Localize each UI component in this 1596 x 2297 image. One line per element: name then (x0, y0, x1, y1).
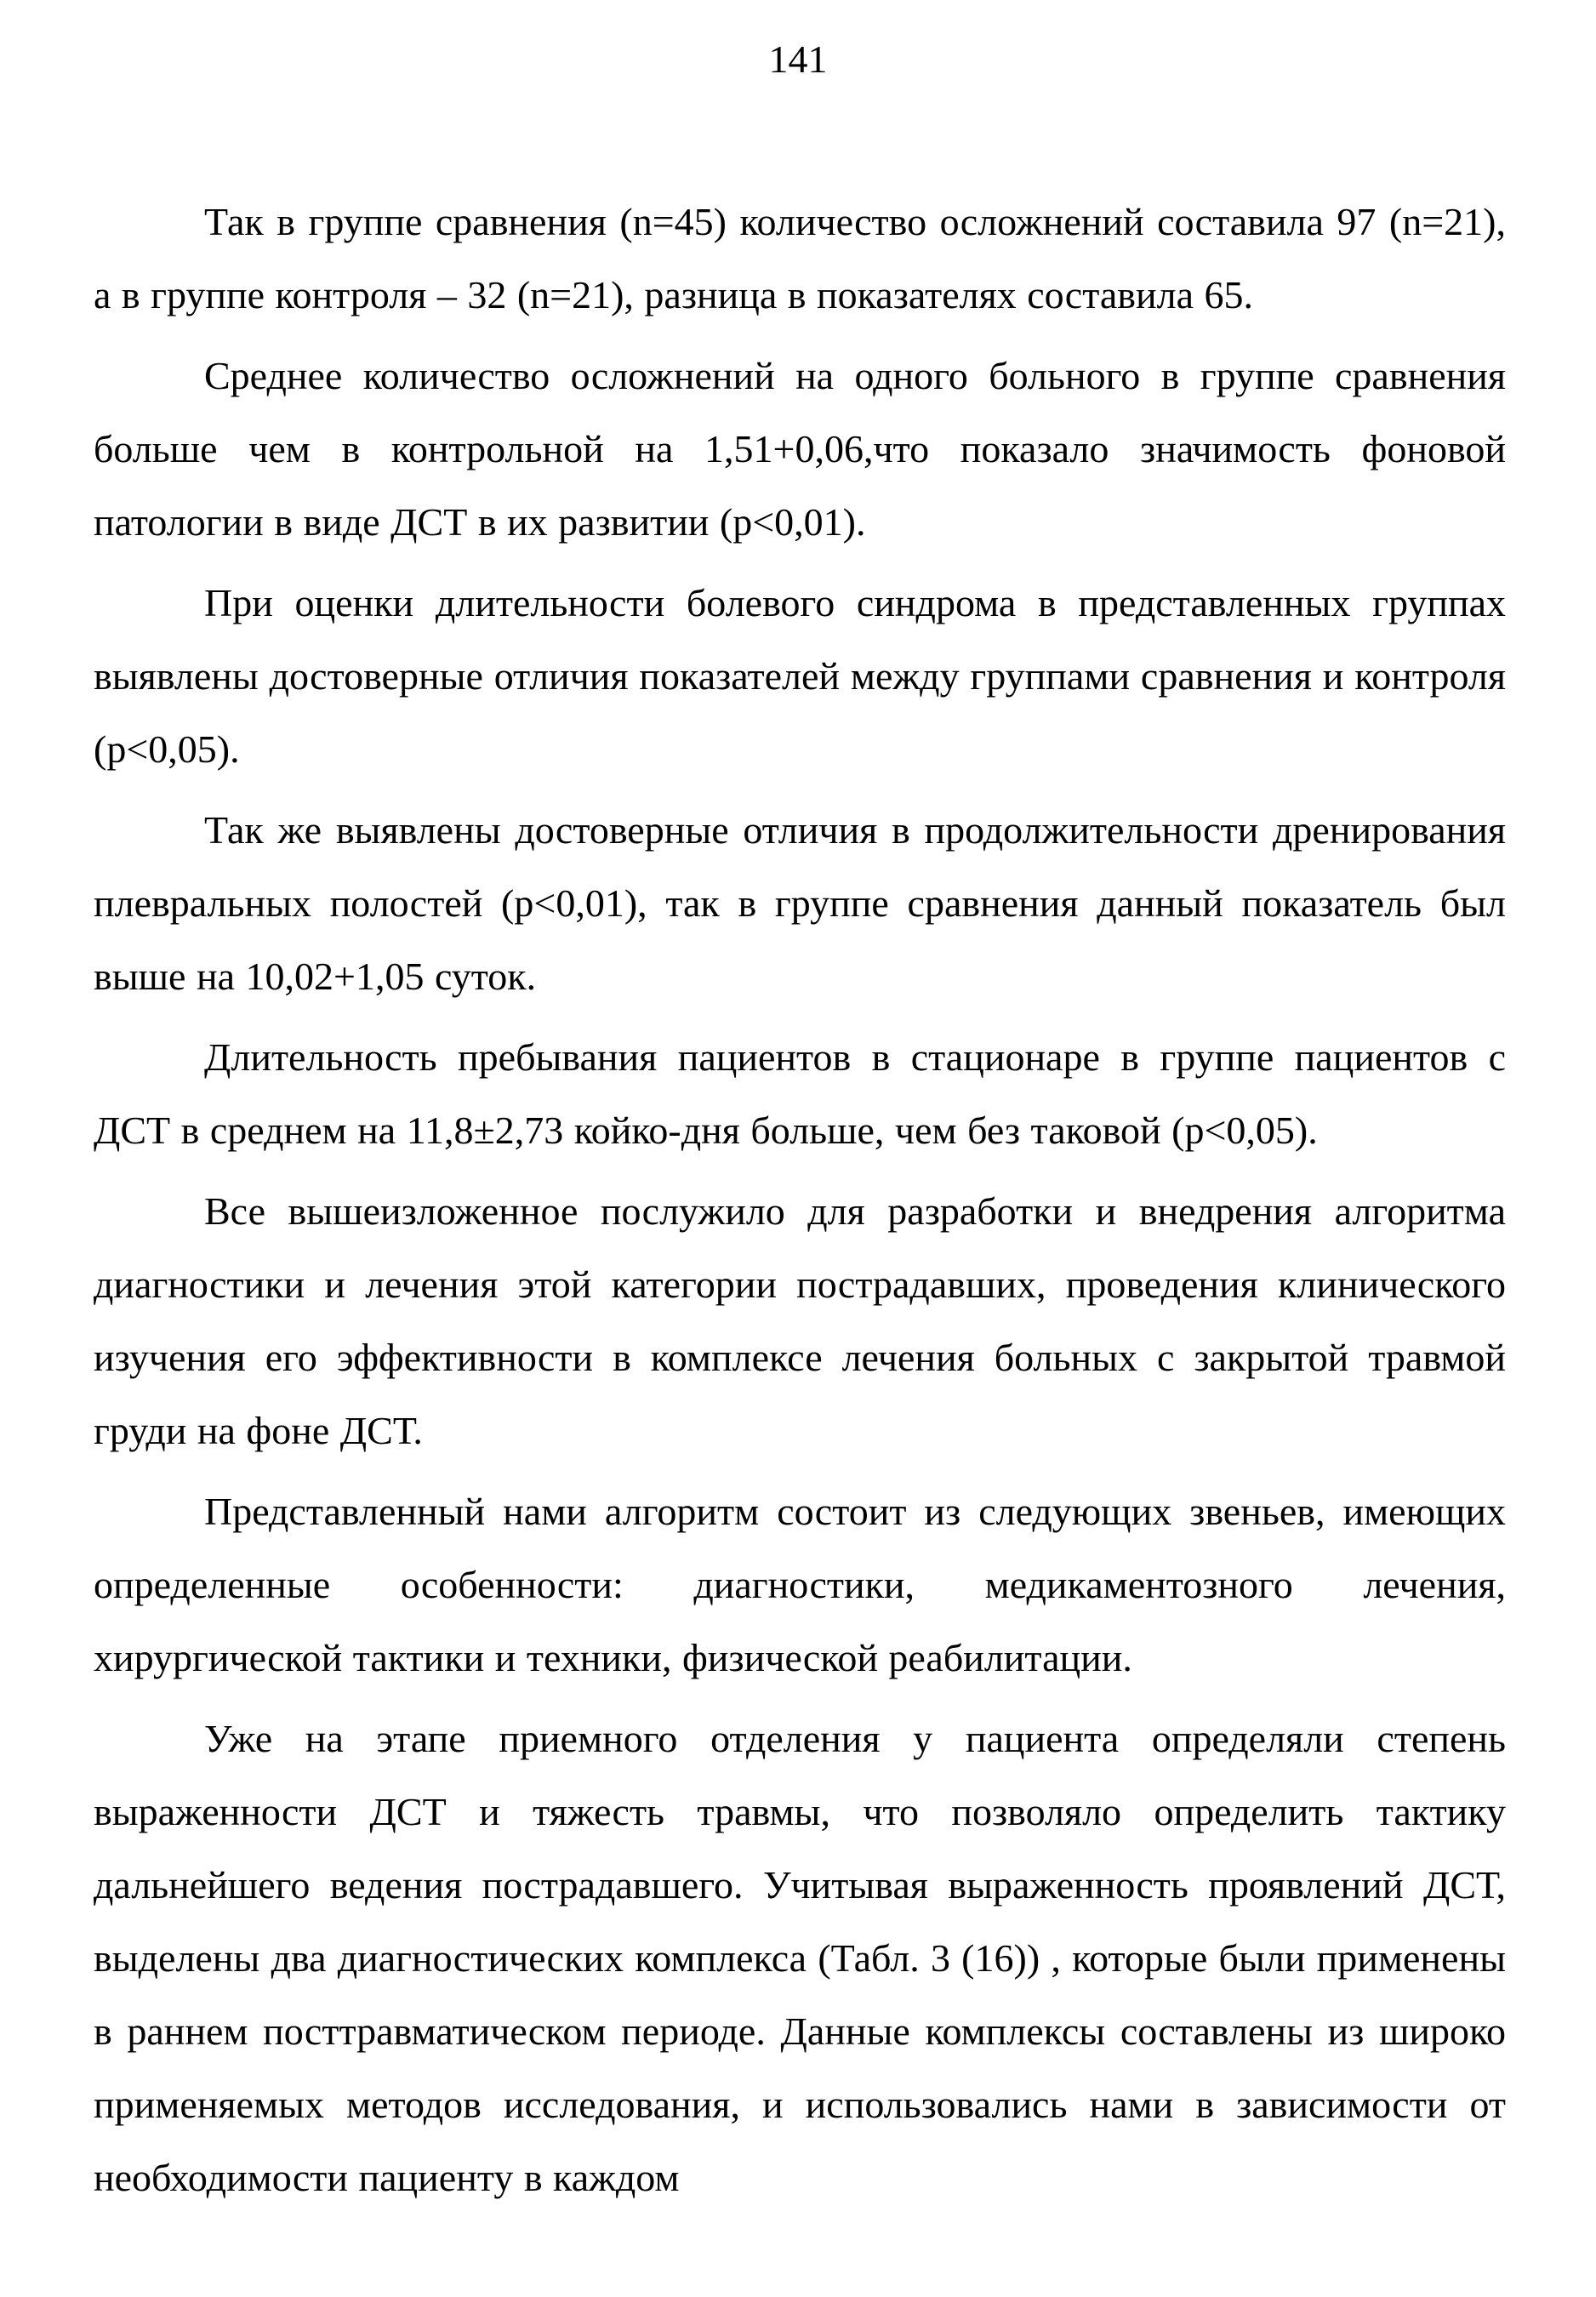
document-body (94, 185, 1506, 2222)
paragraph-hospital-stay: Длительность пребывания пациентов в стационаре в группе пациентов с ДСТ в среднем на 11,8±2,73 койко-дня больше, чем без таковой (p<0,05). (94, 1035, 1506, 1152)
paragraph-average-complications: Среднее количество осложнений на одного больного в группе сравнения больше чем в контрольной на 1,51+0,06,что показало значимость фоновой патологии в виде ДСТ в их развитии (p<0,01). (94, 354, 1506, 544)
paragraph-pain-duration: При оценки длительности болевого синдрома в представленных группах выявлены достоверные отличия показателей между группами сравнения и контроля (p<0,05). (94, 581, 1506, 771)
paragraph-complications-count: Так в группе сравнения (n=45) количество осложнений составила 97 (n=21), а в группе контроля – 32 (n=21), разница в показателях составила 65. (94, 200, 1506, 316)
paragraph-drainage-duration: Так же выявлены достоверные отличия в продолжительности дренирования плевральных полостей (p<0,01), так в группе сравнения данный показатель был выше на 10,02+1,05 суток. (94, 808, 1506, 998)
paragraph-diagnostic-complexes: Уже на этапе приемного отделения у пациента определяли степень выраженности ДСТ и тяжесть травмы, что позволяло определить тактику дальнейшего ведения пострадавшего. Учитывая выраженность проявлений ДСТ, выделены два диагностических комплекса (Табл. 3 (16)) , которые были применены в раннем посттравматическом периоде. Данные комплексы составлены из широко применяемых методов исследования, и использовались нами в зависимости от необходимости пациенту в каждом (94, 1717, 1506, 2199)
paragraph-algorithm-development: Все вышеизложенное послужило для разработки и внедрения алгоритма диагностики и лечения этой категории пострадавших, проведения клинического изучения его эффективности в комплексе лечения больных с закрытой травмой груди на фоне ДСТ. (94, 1189, 1506, 1452)
paragraph-algorithm-components: Представленный нами алгоритм состоит из следующих звеньев, имеющих определенные особенности: диагностики, медикаментозного лечения, хирургической тактики и техники, физической реабилитации. (94, 1490, 1506, 1679)
page-number: 141 (768, 37, 828, 81)
